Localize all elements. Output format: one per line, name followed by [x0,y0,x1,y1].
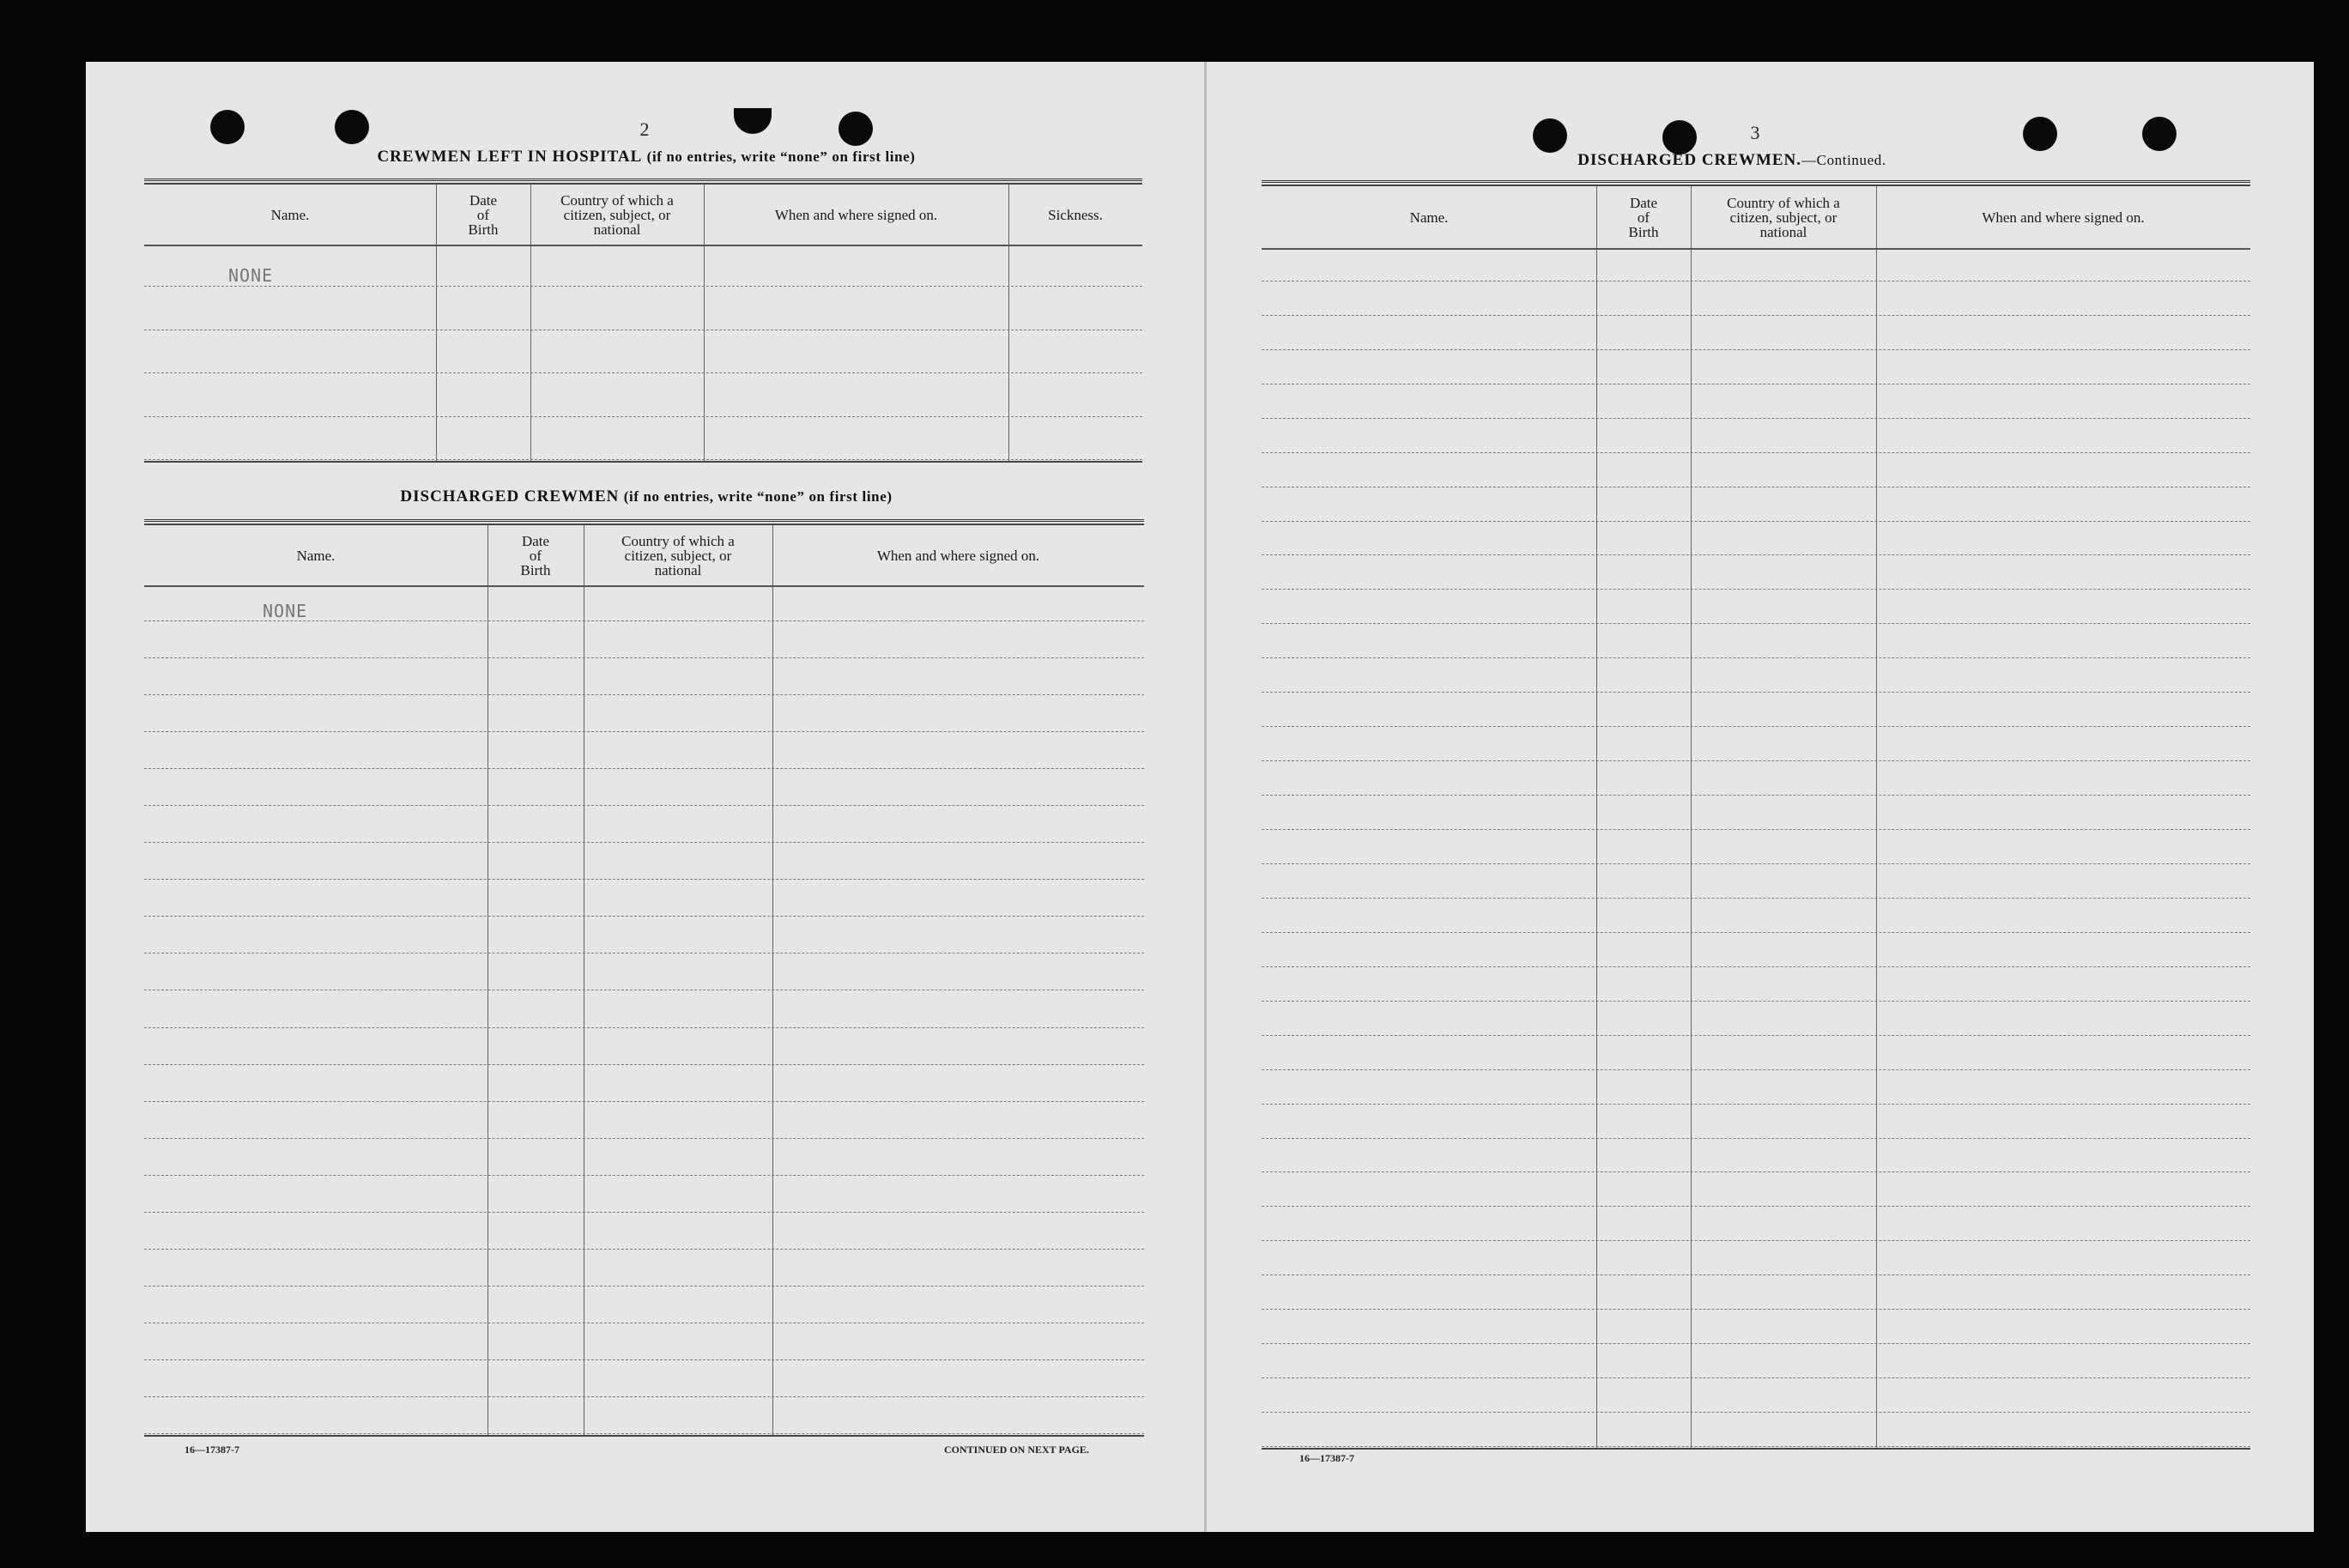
punch-hole [2142,117,2176,151]
form-number: 16—17387-7 [1299,1452,1354,1464]
column-divider [1691,250,1692,1450]
ruled-line [144,731,1144,732]
table-body [144,246,1142,463]
ruled-line [1262,1377,2250,1378]
ruled-line [1262,1240,2250,1241]
ruled-line [1262,760,2250,761]
discharged-table [144,519,1144,1437]
ruled-line [1262,554,2250,555]
ruled-line [144,768,1144,769]
ruled-line [1262,315,2250,316]
continued-note: CONTINUED ON NEXT PAGE. [944,1444,1089,1456]
column-header-signed-on: When and where signed on. [1982,209,2145,226]
ruled-line [1262,966,2250,967]
ruled-line [1262,829,2250,830]
table-body [1262,250,2250,1450]
ruled-line [1262,795,2250,796]
discharged-continued-table [1262,180,2250,1450]
column-header-country: Country of which a citizen, subject, or national [560,191,674,238]
form-number: 16—17387-7 [185,1444,239,1456]
column-header-birth: Date of Birth [520,532,551,578]
ruled-line [1262,726,2250,727]
ruled-line [1262,932,2250,933]
column-header-name: Name. [1409,209,1449,226]
ruled-line [144,916,1144,917]
ruled-line [1262,521,2250,522]
column-header-name: Name. [296,547,336,564]
ruled-line [1262,349,2250,350]
ruled-line [144,1249,1144,1250]
ruled-line [144,805,1144,806]
ruled-line [1262,1035,2250,1036]
discharged-section-title: DISCHARGED CREWMEN (if no entries, write “none” on first line) [400,487,893,506]
ruled-line [144,1433,1144,1434]
punch-hole [2023,117,2057,151]
punch-hole [838,112,873,146]
left-page [86,62,1204,1532]
ruled-line [1262,1343,2250,1344]
ruled-line [144,1175,1144,1176]
ruled-line [144,1138,1144,1139]
column-header-sickness: Sickness. [1048,206,1103,223]
right-page [1207,62,2314,1532]
ruled-line [1262,281,2250,282]
column-divider [436,246,437,463]
ruled-line [144,1101,1144,1102]
discharged-continued-title: DISCHARGED CREWMEN.—Continued. [1577,151,1886,169]
ruled-line [144,1359,1144,1360]
page-number: 2 [639,118,650,140]
ruled-line [144,1027,1144,1028]
ruled-line [1262,623,2250,624]
hospital-section-title: CREWMEN LEFT IN HOSPITAL (if no entries, write “none” on first line) [377,148,916,166]
column-header-signed-on: When and where signed on. [876,547,1040,564]
ruled-line [1262,863,2250,864]
ruled-line [144,459,1142,460]
column-divider [530,246,531,463]
column-header-name: Name. [270,206,310,223]
ruled-line [144,657,1144,658]
ruled-line [1262,1206,2250,1207]
page-number: 3 [1750,122,1760,143]
ruled-line [1262,589,2250,590]
ruled-line [1262,1138,2250,1139]
ruled-line [1262,1171,2250,1172]
hospital-table [144,179,1142,463]
ruled-line [144,1212,1144,1213]
column-header-country: Country of which a citizen, subject, or national [1727,194,1840,240]
table-header [144,524,1144,587]
column-divider [1876,250,1877,1450]
column-divider [1008,246,1009,463]
punch-hole [1533,118,1567,153]
ruled-line [1262,1309,2250,1310]
column-header-signed-on: When and where signed on. [774,206,938,223]
ruled-line [1262,1274,2250,1275]
ruled-line [144,416,1142,417]
column-header-country: Country of which a citizen, subject, or national [621,532,735,578]
ruled-line [1262,418,2250,419]
ruled-line [1262,1069,2250,1070]
ruled-line [1262,1446,2250,1447]
column-divider [704,246,705,463]
punch-hole [1662,120,1697,154]
column-header-birth: Date of Birth [468,191,499,238]
ruled-line [144,842,1144,843]
ruled-line [144,1396,1144,1397]
punch-hole [335,110,369,144]
ruled-line [144,1064,1144,1065]
ruled-line [1262,1412,2250,1413]
ruled-line [144,372,1142,373]
ruled-line [1262,1104,2250,1105]
typed-entry: NONE [228,265,274,286]
ruled-line [1262,692,2250,693]
ruled-line [144,694,1144,695]
table-header [144,183,1142,246]
ruled-line [1262,452,2250,453]
punch-hole [734,108,772,134]
ruled-line [144,879,1144,880]
table-header [1262,185,2250,250]
column-header-birth: Date of Birth [1628,194,1659,240]
ruled-line [144,953,1144,954]
column-divider [1596,250,1597,1450]
ruled-line [144,286,1142,287]
column-divider [487,587,488,1437]
table-body [144,587,1144,1437]
ruled-line [1262,898,2250,899]
typed-entry: NONE [263,601,308,621]
ruled-line [1262,657,2250,658]
punch-hole [210,110,245,144]
column-divider [772,587,773,1437]
ruled-line [1262,1001,2250,1002]
